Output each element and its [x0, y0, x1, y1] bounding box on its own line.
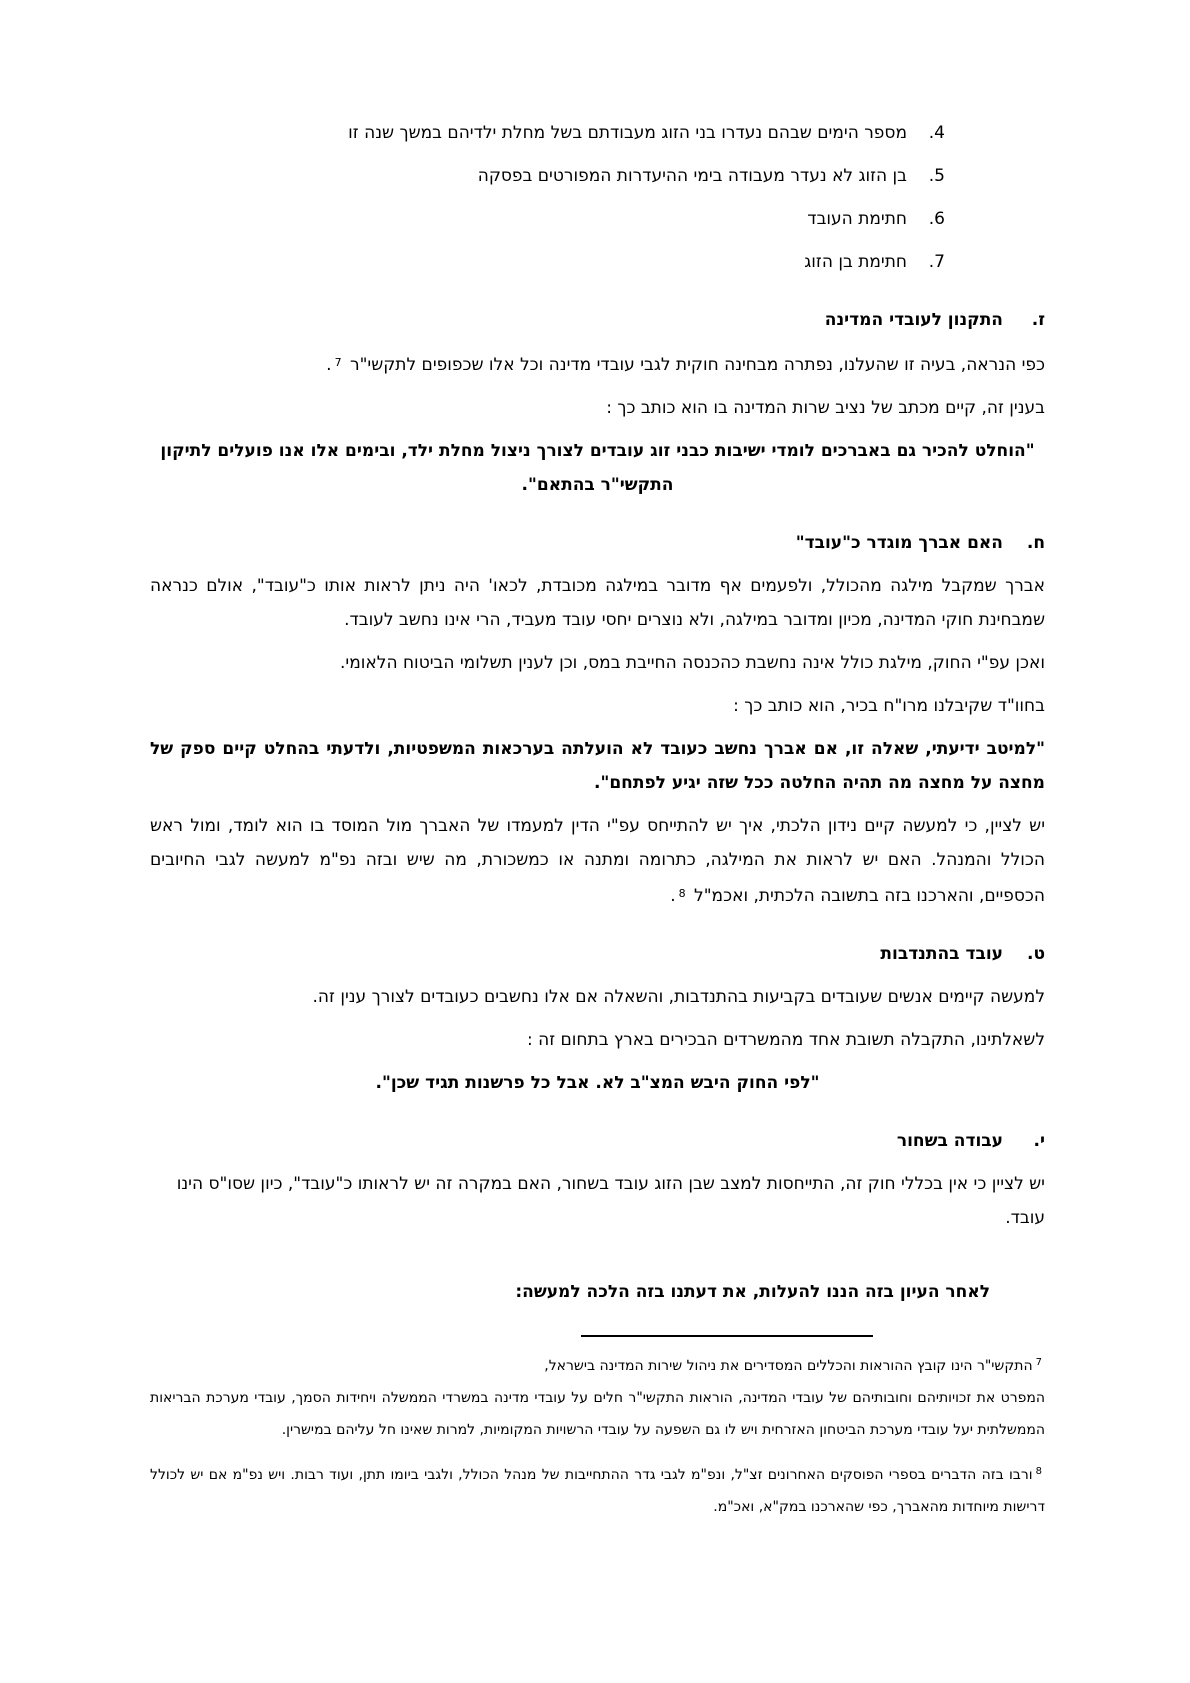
footnote-number: 8 [1035, 1466, 1042, 1477]
footnote-separator [581, 1335, 873, 1337]
section-header-tet [150, 937, 1045, 971]
list-item [150, 159, 945, 193]
list-item-number: 6. [928, 209, 945, 229]
footnote-7 [150, 1347, 1045, 1446]
paragraph-text: יש לציין, כי למעשה קיים נידון הלכתי, איך יש להתייחס עפ"י הדין למעמדו של האברך מול המוסד בו הוא לומד, ומול ראש הכולל והמנהל. האם יש לראות את המילגה, כתרומה ומתנה או כמשכורת, מה שיש ובזה נפ"מ למעשה לגבי החיובים הכספיים, והארכנו בזה בתשובה הלכתית, ואכמ"ל [150, 816, 1045, 906]
list-item [150, 202, 945, 236]
section-title: התקנון לעובדי המדינה [824, 310, 1003, 330]
footnote-ref-8: 8 [678, 887, 686, 900]
section-title: עבודה בשחור [896, 1131, 1003, 1151]
footnote-text: ורבו בזה הדברים בספרי הפוסקים האחרונים זצ"ל, ונפ"מ לגבי גדר ההתחייבות של מנהל הכולל, ולגבי ביומו תתן, ועוד רבות. ויש נפ"מ אם יש לכולל דרישות מיוחדות מהאברך, כפי שהארכנו במק"א, ואכ"מ. [150, 1467, 1045, 1515]
paragraph: לשאלתינו, התקבלה תשובת אחד מהמשרדים הבכירים בארץ בתחום זה : [526, 1030, 1045, 1050]
section-header-yud [150, 1124, 1045, 1158]
list-item-text: מספר הימים שבהם נעדרו בני הזוג מעבודתם בשל מחלת ילדיהם במשך שנה זו [348, 123, 907, 143]
footnote-number: 7 [1035, 1357, 1042, 1368]
paragraph-text: כפי הנראה, בעיה זו שהעלנו, נפתרה מבחינה חוקית לגבי עובדי מדינה וכל אלו שכפופים לתקשי"ר [344, 355, 1045, 375]
paragraph: יש לציין כי אין בכללי חוק זה, התייחסות למצב שבן הזוג עובד בשחור, האם במקרה זה יש לראותו כ"עובד", כיון שסו"ס הינו עובד. [176, 1174, 1045, 1228]
list-item-text: חתימת העובד [807, 209, 907, 229]
list-item [150, 245, 945, 279]
section-header-zayin [150, 303, 1045, 337]
paragraph: אברך שמקבל מילגה מהכולל, ולפעמים אף מדובר במילגה מכובדת, לכאו' היה ניתן לראות אותו כ"עובד", אולם כנראה שמבחינת חוקי המדינה, מכיון ומדובר במילגה, ולא נוצרים יחסי עובד מעביד, הרי אינו נחשב לעובד. [150, 576, 1045, 630]
list-item-number: 5. [928, 166, 945, 186]
quote-block: "הוחלט להכיר גם באברכים לומדי ישיבות כבני זוג עובדים לצורך ניצול מחלת ילד, ובימים אלו אנו פועלים לתיקון התקשי"ר בהתאם". [160, 441, 1035, 495]
footnote-8 [150, 1456, 1045, 1523]
paragraph-text: . [670, 886, 676, 906]
closing-statement: לאחר העיון בזה הננו להעלות, את דעתנו בזה הלכה למעשה: [515, 1282, 990, 1302]
footnote-ref-7: 7 [334, 356, 342, 369]
section-marker: י. [1033, 1131, 1045, 1151]
paragraph: בענין זה, קיים מכתב של נציב שרות המדינה בו הוא כותב כך : [606, 398, 1045, 418]
footnotes-area [150, 1347, 1045, 1523]
list-item-text: בן הזוג לא נעדר מעבודה בימי ההיעדרות המפורטים בפסקה [477, 166, 907, 186]
section-title: האם אברך מוגדר כ"עובד" [795, 533, 1003, 553]
paragraph: ואכן עפ"י החוק, מילגת כולל אינה נחשבת כהכנסה החייבת במס, וכן לענין תשלומי הביטוח הלאומי. [340, 653, 1045, 673]
paragraph: למעשה קיימים אנשים שעובדים בקביעות בהתנדבות, והשאלה אם אלו נחשבים כעובדים לצורך ענין זה. [312, 987, 1045, 1007]
footnote-text: המפרט את זכויותיהם וחובותיהם של עובדי המדינה, הוראות התקשי"ר חלים על עובדי מדינה במשרדי הממשלה ויחידות הסמך, עובדי מערכת הבריאות הממשלתית יעל עובדי מערכת הביטחון האזרחית ויש לו גם השפעה על עובדי הרשויות המקומיות, למרות שאינו חל עליהם במישרין. [150, 1390, 1045, 1438]
paragraph [150, 809, 1045, 913]
paragraph: בחוו"ד שקיבלנו מרו"ח בכיר, הוא כותב כך : [733, 696, 1045, 716]
numbered-list [150, 116, 945, 279]
list-item-number: 7. [928, 252, 945, 272]
quote-block: "לפי החוק היבש המצ"ב לא. אבל כל פרשנות תגיד שכן". [375, 1073, 820, 1093]
paragraph [150, 346, 1045, 382]
section-marker: ז. [1031, 310, 1045, 330]
section-marker: ט. [1026, 944, 1045, 964]
list-item-number: 4. [928, 123, 945, 143]
list-item [150, 116, 945, 150]
quote-block: "למיטב ידיעתי, שאלה זו, אם אברך נחשב כעובד לא הועלתה בערכאות המשפטיות, ולדעתי בהחלט קיים ספק של מחצה על מחצה מה תהיה החלטה ככל שזה יגיע לפתחם". [150, 739, 1045, 793]
footnote-text: התקשי"ר הינו קובץ ההוראות והכללים המסדירים את ניהול שירות המדינה בישראל, [544, 1358, 1033, 1374]
section-title: עובד בהתנדבות [880, 944, 1003, 964]
paragraph-text: . [326, 355, 332, 375]
list-item-text: חתימת בן הזוג [804, 252, 907, 272]
section-marker: ח. [1026, 533, 1045, 553]
section-header-chet [150, 526, 1045, 560]
